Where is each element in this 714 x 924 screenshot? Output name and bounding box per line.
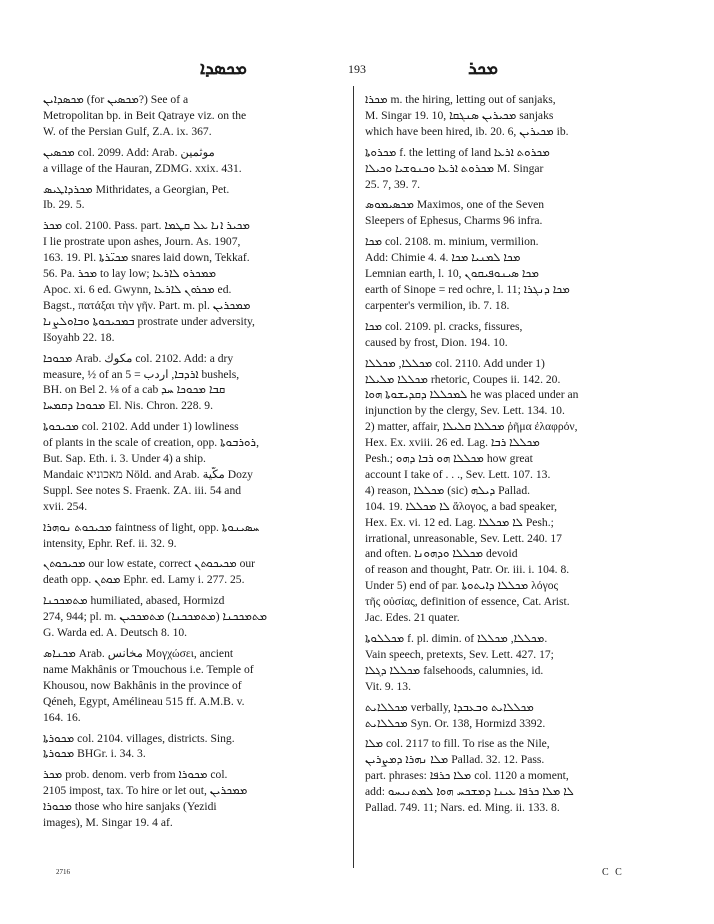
entry-line: ܡܟܘܪܐ those who hire sanjaks (Yezidi [43, 800, 217, 814]
entry-line: 164. 16. [43, 710, 81, 724]
dictionary-entry [365, 234, 667, 314]
entry-line: intensity, Ephr. Ref. ii. 32. 9. [43, 536, 177, 550]
entry-line: Ib. 29. 5. [43, 198, 85, 212]
entry-line: ܡܟܘܟܐ Arab. مكوك col. 2102. Add: a dry [43, 351, 234, 365]
entry-line: G. Warda ed. A. Deutsch 8. 10. [43, 626, 188, 640]
entry-line: ܡܟܪܘܬ ܐܪܥܐ ܘܟܢܘܫܝܐ ܘܟܝܠܐ M. Singar [365, 161, 544, 175]
entry-line: death opp. ܡܘܬܢ Ephr. ed. Lamy i. 277. 25. [43, 573, 245, 587]
dictionary-entry [365, 700, 667, 732]
entry-line: Suppl. See notes S. Fraenk. ZA. iii. 54 and [43, 483, 242, 497]
entry-line: ܡܟܝܟܘܬܢ our low estate, correct ܡܟܝܟܘܬܢ our [43, 557, 256, 571]
entry-line: 274, 944; pl. m. ܡܬܡܟܟܢܐ (ܡܬܡܟܟܢܐ) ܡܬܡܟܟܝܢ [43, 610, 268, 624]
entry-line: Vit. 9. 13. [365, 679, 412, 693]
entry-line: of plants in the scale of creation, opp. ܪܘܪܒܘܬܐ, [43, 436, 259, 450]
entry-line: name Makhânis or Tmouchous i.e. Temple of [43, 662, 254, 676]
entry-line: ܡܟܪ prob. denom. verb from ܡܟܘܪܐ col. [43, 768, 228, 782]
entry-line: a village of the Hauran, ZDMG. xxix. 431. [43, 161, 242, 175]
dictionary-entry [365, 145, 667, 193]
dictionary-entry [365, 92, 667, 140]
dictionary-entry [365, 631, 667, 695]
entry-line: part. phrases: ܡܠܐ ܟܪܦܐ col. 1120 a moment, [365, 769, 569, 783]
entry-line: W. of the Persian Gulf, Z.A. ix. 367. [43, 124, 212, 138]
entry-line: carpenter's vermilion, ib. 7. 18. [365, 298, 510, 312]
dictionary-entry [43, 419, 345, 514]
entry-line: ܡܟܪܕܐܛܝܣ Mithridates, a Georgian, Pet. [43, 182, 230, 196]
left-running-head: ܡܟܣܕܐ [200, 58, 247, 78]
entry-line: 163. 19. Pl. ܡܟܝ̈ܪܬܐ snares laid down, Tekkaf. [43, 251, 250, 265]
entry-line: Vain speech, pretexts, Sev. Lett. 427. 17; [365, 647, 554, 661]
entry-line: 4) reason, ܡܟܠܠܐ (sic) ܕܝܠܗ Pallad. [365, 483, 531, 497]
entry-line: ܒܡܟܝܟܘܬܐ ܘܒܐܘܠܨܢܐ prostrate under adversity, [43, 314, 255, 328]
entry-line: ܡܟܪ col. 2100. Pass. part. ܡܟܝܪ ܐܢܐ ܥܠ ܩܛܡܐ [43, 219, 251, 233]
dictionary-entry [365, 197, 667, 229]
entry-line: irrational, unreasonable, Sev. Lett. 240. 17 [365, 531, 562, 545]
entry-line: Hex. Ex. vi. 12 ed. Lag. ܠܐ ܡܟܠܠܐ Pesh.; [365, 515, 554, 529]
entry-line: BH. on Bel 2. ⅛ of a cab ܩܒܐ ܡܟܘܟܐ ܚܕ [43, 383, 226, 397]
entry-line: Jac. Edes. 21 quater. [365, 611, 460, 625]
signature-mark: 2716 [56, 868, 70, 876]
entry-line: add: ܠܐ ܡܠܐ ܟܪܦܐ ܥܝܢܐ ܕܡܫܟܚ ܗܘܐ ܠܡܬܢܝܚܘ [365, 785, 574, 799]
entry-line: ܡܟܣܝܢ col. 2099. Add: Arab. موثمين [43, 145, 215, 159]
dictionary-entry [365, 319, 667, 351]
entry-line: Išoyahb 22. 18. [43, 330, 115, 344]
entry-line: But. Sap. Eth. i. 3. Under 4) a ship. [43, 452, 206, 466]
entry-line: Khousou, now Bakhânis in the province of [43, 678, 242, 692]
entry-line: 2) matter, affair, ܡܟܠܠܐ ܩܠܝܠܐ ῥῆμα ἐλαφρόν, [365, 420, 578, 434]
entry-line: measure, ½ of an ܐܪܕܒܐ, اردب = 5 bushels, [43, 367, 240, 381]
entry-line: ܡܟܪܘܬܐ f. the letting of land ܡܟܪܘܬ ܐܪܥܐ [365, 145, 550, 159]
entry-line: Add: Chimie 4. 4. ܡܟܐ ܠܡܢܝܐ ܡܟܐ [365, 251, 521, 265]
entry-line: Lemnian earth, l. 10, ܡܟܐ ܣܝܢܘܦܝܩܘܢ [365, 267, 539, 281]
entry-line: Metropolitan bp. in Beit Qatraye viz. on the [43, 108, 247, 122]
left-column [43, 92, 345, 836]
entry-line: and often. ܡܟܠܠܐ ܘܕܗܘܢܐ devoid [365, 547, 518, 561]
entry-line: Pallad. 749. 11; Nars. ed. Ming. ii. 133. 8. [365, 801, 560, 815]
entry-line: ܡܠܐ ܢܗܪܐ ܕܡܨܪܝܢ Pallad. 32. 12. Pass. [365, 753, 545, 767]
column-divider [353, 86, 354, 868]
entry-line: ܡܟܝܟܘܬ ܢܘܗܪܐ faintness of light, opp. ܚܣܝܢܘܬܐ [43, 520, 260, 534]
entry-line: ܡܟܣܝܡܘܣ Maximos, one of the Seven [365, 198, 545, 212]
entry-line: 56. Pa. ܡܟܪ to lay low; ܡܡܟܪܘ ܠܐܪܥܐ [43, 267, 217, 281]
dictionary-entry [43, 767, 345, 831]
entry-line: ܡܟܪܐ m. the hiring, letting out of sanjaks, [365, 93, 556, 106]
dictionary-entry [43, 182, 345, 214]
entry-line: 104. 19. ܠܐ ܡܟܠܠܐ ἄλογος, a bad speaker, [365, 499, 558, 513]
entry-line: caused by frost, Dion. 194. 10. [365, 335, 508, 349]
entry-line: ܡܟܐ col. 2109. pl. cracks, fissures, [365, 319, 523, 333]
entry-line: ܡܠܐ col. 2117 to fill. To rise as the Nile, [365, 737, 550, 751]
dictionary-entry [365, 736, 667, 816]
entry-line: ܠܡܟܠܠܐ ܕܩܕܝܫܘܬܐ ܗܘܐ he was placed under an [365, 388, 579, 402]
entry-line: ܡܟܠܠܐ, ܡܟܠܠܐ col. 2110. Add under 1) [365, 356, 545, 370]
entry-line: 25. 7, 39. 7. [365, 177, 421, 191]
entry-line: images), M. Singar 19. 4 af. [43, 816, 173, 830]
entry-line: Under 5) end of par. ܡܟܠܠܐ ܕܐܝܬܘܬܐ λόγος [365, 579, 559, 593]
dictionary-entry [43, 593, 345, 641]
entry-line: ܡܟܝܟܘܬܐ col. 2102. Add under 1) lowliness [43, 420, 239, 434]
entry-line: Pesh.; ܡܟܠܠܐ ܗܘ ܪܒܐ ܕܗܘ how great [365, 452, 533, 466]
entry-line: Bagst., πατάξαι τὴν γῆν. Part. m. pl. ܡܡܟܪܝܢ [43, 298, 251, 312]
entry-line: which have been hired, ib. 20. 6, ܡܟܝܪܝܢ ib. [365, 124, 569, 138]
entry-line: ܡܟܠܠܐܝܬ verbally, ܡܟܠܠܐܝܬ ܘܒܥܒܕܐ [365, 700, 534, 714]
dictionary-entry [43, 646, 345, 726]
entry-line: ܡܟܘܪܬܐ BHGr. i. 34. 3. [43, 747, 146, 761]
dictionary-entry [43, 556, 345, 588]
entry-line: ܡܟܠܠܐ ܡܠܝܠܐ rhetoric, Coupes ii. 142. 20. [365, 372, 561, 386]
entry-line: Hex. Ex. xviii. 26 ed. Lag. ܡܟܠܠܐ ܪܒܐ [365, 436, 540, 450]
right-column [365, 92, 667, 821]
dictionary-entry [43, 520, 345, 552]
entry-line: account I take of . . ., Sev. Lett. 107. 13. [365, 467, 551, 481]
entry-line: of reason and thought, Patr. Or. iii. i. 104. 8. [365, 563, 570, 577]
entry-line: Sleepers of Ephesus, Charms 96 infra. [365, 214, 543, 228]
dictionary-entry [43, 218, 345, 345]
entry-line: ܡܟܢܐܣ Arab. مخانس Μογχώσει, ancient [43, 647, 234, 660]
entry-line: τῆς οὐσίας, definition of essence, Cat. Arist. [365, 595, 570, 609]
entry-line: ܡܟܘܪܬܐ col. 2104. villages, districts. Sing. [43, 731, 235, 745]
entry-line: ܡܟܘܟܐ ܕܩܡܚܐ El. Nis. Chron. 228. 9. [43, 399, 213, 413]
dictionary-entry [43, 731, 345, 763]
entry-line: 2105 impost, tax. To hire or let out, ܡܡܟܪܝܢ [43, 784, 248, 798]
gathering-mark: C C [602, 867, 624, 878]
page-number: 193 [348, 62, 366, 76]
entry-line: I lie prostrate upon ashes, Journ. As. 1907, [43, 235, 241, 249]
entry-line: M. Singar 19. 10, ܡܟܝܪܝܢ ܣܢܓܩܐ sanjaks [365, 108, 554, 122]
dictionary-entry [43, 92, 345, 140]
entry-line: earth of Sinope = red ochre, l. 11; ܡܟܐ ܕܢܓܪܐ [365, 282, 570, 296]
entry-line: ܡܟܣܕܐܝܢ (for ܡܟܣܝܢ?) See of a [43, 93, 189, 106]
entry-line: ܡܟܠܠܐܝܬ Syn. Or. 138, Hormizd 3392. [365, 716, 546, 730]
dictionary-entry [43, 145, 345, 177]
entry-line: Apoc. xi. 6 ed. Gwynn, ܡܟܪܘܢ ܠܐܪܥܐ ed. [43, 282, 232, 296]
entry-line: Qéneh, Egypt, Amélineau 515 ff. A.M.B. v. [43, 694, 245, 708]
entry-line: injunction by the clergy, Sev. Lett. 134. 10. [365, 404, 565, 418]
entry-line: Mandaic מאכוניא Nöld. and Arab. مكّية Dozy [43, 467, 253, 481]
dictionary-entry [43, 351, 345, 415]
entry-line: ܡܟܐ col. 2108. m. minium, vermilion. [365, 235, 539, 249]
right-running-head: ܡܟܪ [468, 58, 498, 78]
entry-line: ܡܟܠܠܘܬܐ f. pl. dimin. of ܡܟܠܠܐ, ܡܟܠܠܐ. [365, 632, 548, 645]
dictionary-entry [365, 356, 667, 626]
entry-line: ܡܟܠܠܐ ܕܓܠܐ falsehoods, calumnies, id. [365, 663, 544, 677]
entry-line: xvii. 254. [43, 499, 88, 513]
entry-line: ܡܬܡܟܟܢܐ humiliated, abased, Hormizd [43, 594, 225, 608]
